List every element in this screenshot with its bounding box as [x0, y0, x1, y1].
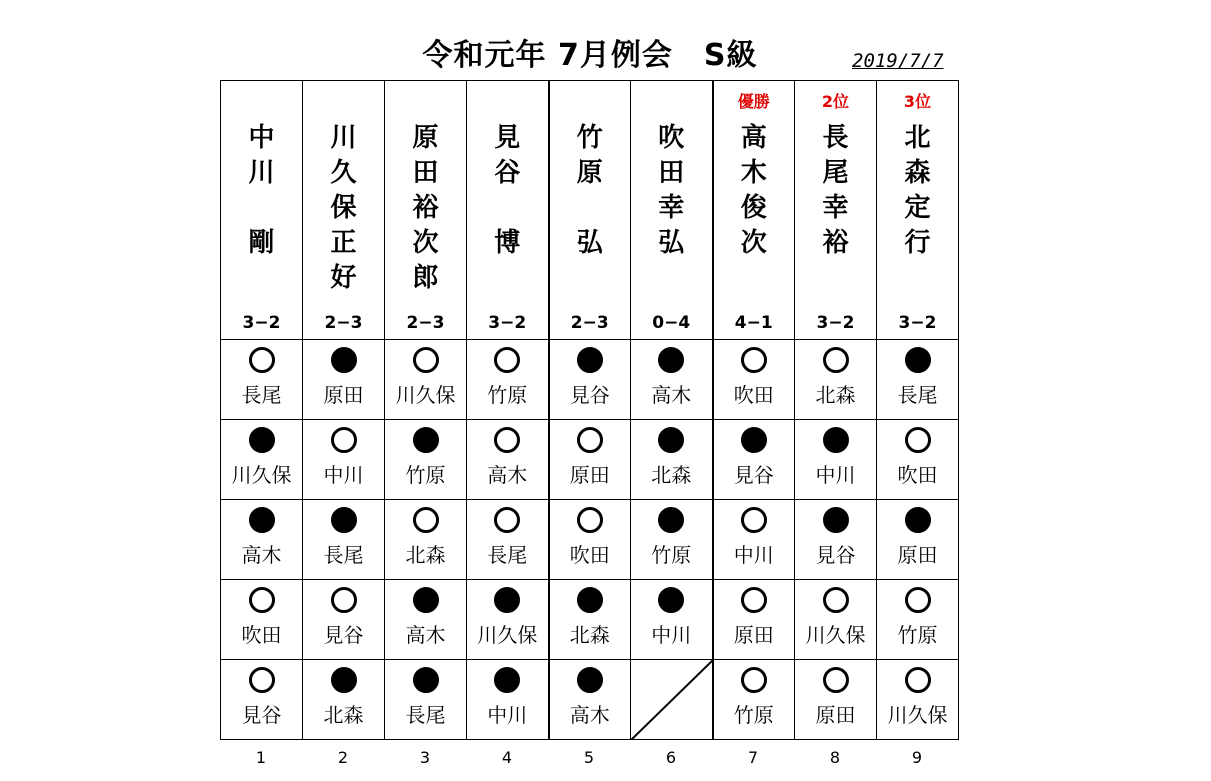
opponent-name: 原田	[897, 543, 938, 567]
opponent-name: 吹田	[733, 383, 774, 407]
column-number: 9	[911, 748, 923, 767]
opponent-name: 竹原	[733, 703, 774, 727]
result-cell	[303, 340, 385, 420]
opponent-name: 長尾	[405, 703, 446, 727]
result-cell	[385, 660, 467, 740]
round-row	[221, 580, 959, 660]
result-cell	[713, 340, 795, 420]
rank-badge	[550, 89, 631, 109]
opponent-name: 川久保	[231, 463, 292, 487]
opponent-name: 中川	[651, 623, 692, 647]
opponent-name: 長尾	[487, 543, 528, 567]
column-number: 8	[829, 748, 841, 767]
result-cell	[795, 580, 877, 660]
player-name-char: 見	[494, 123, 521, 153]
opponent-name: 原田	[569, 463, 610, 487]
opponent-name: 北森	[651, 463, 692, 487]
result-cell	[713, 420, 795, 500]
player-name-char: 原	[576, 158, 603, 188]
round-row	[221, 500, 959, 580]
player-name-char: 保	[330, 193, 357, 223]
win-circle-icon	[413, 347, 439, 373]
player-header	[713, 81, 795, 340]
result-cell	[467, 660, 549, 740]
column-number: 1	[255, 748, 267, 767]
loss-circle-icon	[658, 507, 684, 533]
player-name-char: 弘	[576, 228, 603, 258]
result-cell	[467, 500, 549, 580]
opponent-name: 原田	[323, 383, 364, 407]
loss-circle-icon	[494, 587, 520, 613]
opponent-name: 吹田	[241, 623, 282, 647]
opponent-name: 川久保	[395, 383, 456, 407]
win-loss-record: 3−2	[816, 313, 855, 333]
opponent-name: 原田	[733, 623, 774, 647]
result-cell	[549, 500, 631, 580]
result-cell	[467, 420, 549, 500]
win-loss-record: 2−3	[406, 313, 445, 333]
diagonal-slash	[631, 660, 713, 740]
loss-circle-icon	[741, 427, 767, 453]
win-loss-record: 4−1	[734, 313, 773, 333]
win-circle-icon	[249, 587, 275, 613]
result-cell	[795, 660, 877, 740]
player-name-char: 田	[412, 158, 439, 188]
player-header	[385, 81, 467, 340]
bye-cell	[631, 660, 713, 740]
win-loss-record: 2−3	[570, 313, 609, 333]
player-name-char: 尾	[822, 158, 849, 188]
loss-circle-icon	[577, 587, 603, 613]
result-cell	[713, 580, 795, 660]
opponent-name: 竹原	[487, 383, 528, 407]
player-name	[467, 121, 548, 296]
player-name-char: 谷	[494, 158, 521, 188]
loss-circle-icon	[658, 427, 684, 453]
win-circle-icon	[905, 587, 931, 613]
player-name-char: 定	[904, 193, 931, 223]
result-cell	[467, 340, 549, 420]
column-number: 3	[419, 748, 431, 767]
win-loss-record: 0−4	[652, 313, 691, 333]
win-circle-icon	[741, 667, 767, 693]
page-title: 令和元年 7月例会 S級	[422, 38, 758, 73]
player-name-char: 弘	[658, 228, 685, 258]
player-header	[303, 81, 385, 340]
loss-circle-icon	[658, 347, 684, 373]
opponent-name: 高木	[651, 383, 692, 407]
result-cell	[303, 500, 385, 580]
result-cell	[221, 660, 303, 740]
win-circle-icon	[823, 347, 849, 373]
result-cell	[631, 580, 713, 660]
win-circle-icon	[823, 587, 849, 613]
player-name-char: 吹	[658, 123, 685, 153]
loss-circle-icon	[413, 587, 439, 613]
player-name-char: 久	[330, 158, 357, 188]
result-cell	[877, 500, 959, 580]
rank-badge	[221, 89, 302, 109]
loss-circle-icon	[823, 507, 849, 533]
loss-circle-icon	[413, 667, 439, 693]
result-cell	[385, 500, 467, 580]
player-name-char: 北	[904, 123, 931, 153]
player-name-char: 木	[740, 158, 767, 188]
player-name-char: 行	[904, 228, 931, 258]
column-numbers	[220, 748, 958, 767]
player-name-char: 裕	[822, 228, 849, 258]
win-loss-record: 3−2	[242, 313, 281, 333]
loss-circle-icon	[249, 427, 275, 453]
win-circle-icon	[249, 667, 275, 693]
win-circle-icon	[577, 507, 603, 533]
opponent-name: 北森	[405, 543, 446, 567]
player-name-char: 博	[494, 228, 521, 258]
player-name	[877, 121, 958, 296]
player-name	[385, 121, 466, 296]
player-name-char: 郎	[412, 263, 439, 293]
player-name	[714, 121, 795, 296]
player-header	[221, 81, 303, 340]
column-number: 5	[583, 748, 595, 767]
player-name-char: 竹	[576, 123, 603, 153]
rank-badge: 2位	[821, 92, 850, 111]
result-cell	[303, 420, 385, 500]
player-name-char: 俊	[740, 193, 767, 223]
rank-badge	[303, 89, 384, 109]
opponent-name: 中川	[815, 463, 856, 487]
player-name-char: 正	[330, 228, 357, 258]
rank-badge	[385, 89, 466, 109]
loss-circle-icon	[658, 587, 684, 613]
loss-circle-icon	[249, 507, 275, 533]
player-name	[303, 121, 384, 296]
opponent-name: 北森	[569, 623, 610, 647]
result-cell	[221, 500, 303, 580]
win-circle-icon	[249, 347, 275, 373]
opponent-name: 見谷	[323, 623, 364, 647]
player-name-char: 次	[740, 228, 767, 258]
result-cell	[221, 580, 303, 660]
opponent-name: 北森	[815, 383, 856, 407]
win-circle-icon	[494, 427, 520, 453]
opponent-name: 見谷	[241, 703, 282, 727]
player-name-char: 中	[248, 123, 275, 153]
opponent-name: 中川	[323, 463, 364, 487]
result-cell	[631, 500, 713, 580]
column-number: 7	[747, 748, 759, 767]
opponent-name: 吹田	[897, 463, 938, 487]
player-name	[221, 121, 302, 296]
opponent-name: 吹田	[569, 543, 610, 567]
win-circle-icon	[494, 507, 520, 533]
player-name-char: 田	[658, 158, 685, 188]
opponent-name: 川久保	[887, 703, 948, 727]
win-circle-icon	[741, 507, 767, 533]
win-loss-record: 3−2	[488, 313, 527, 333]
opponent-name: 中川	[733, 543, 774, 567]
result-cell	[713, 500, 795, 580]
loss-circle-icon	[577, 347, 603, 373]
opponent-name: 高木	[569, 703, 610, 727]
opponent-name: 竹原	[405, 463, 446, 487]
player-header	[631, 81, 713, 340]
player-name-char: 川	[248, 158, 275, 188]
win-circle-icon	[905, 427, 931, 453]
opponent-name: 原田	[815, 703, 856, 727]
round-row	[221, 660, 959, 740]
result-cell	[795, 500, 877, 580]
opponent-name: 長尾	[241, 383, 282, 407]
loss-circle-icon	[413, 427, 439, 453]
player-name-char: 幸	[822, 193, 849, 223]
player-header	[467, 81, 549, 340]
result-cell	[713, 660, 795, 740]
win-circle-icon	[741, 587, 767, 613]
win-loss-record: 3−2	[898, 313, 937, 333]
player-header	[877, 81, 959, 340]
column-number: 2	[337, 748, 349, 767]
event-date: 2019/7/7	[852, 50, 944, 72]
opponent-name: 北森	[323, 703, 364, 727]
player-name-char: 剛	[248, 228, 275, 258]
result-cell	[795, 340, 877, 420]
column-number: 6	[665, 748, 677, 767]
result-cell	[795, 420, 877, 500]
result-cell	[549, 340, 631, 420]
win-circle-icon	[741, 347, 767, 373]
player-header-row	[221, 81, 959, 340]
opponent-name: 高木	[487, 463, 528, 487]
opponent-name: 長尾	[323, 543, 364, 567]
player-name	[550, 121, 631, 296]
player-name-char: 原	[412, 123, 439, 153]
rank-badge	[467, 89, 548, 109]
rank-badge	[631, 89, 712, 109]
loss-circle-icon	[577, 667, 603, 693]
win-circle-icon	[494, 347, 520, 373]
opponent-name: 高木	[405, 623, 446, 647]
opponent-name: 見谷	[815, 543, 856, 567]
result-cell	[549, 420, 631, 500]
opponent-name: 川久保	[477, 623, 538, 647]
result-cell	[631, 420, 713, 500]
player-name-char: 裕	[412, 193, 439, 223]
result-cell	[877, 580, 959, 660]
loss-circle-icon	[494, 667, 520, 693]
player-name	[631, 121, 712, 296]
win-circle-icon	[905, 667, 931, 693]
win-circle-icon	[331, 427, 357, 453]
result-cell	[877, 660, 959, 740]
result-cell	[303, 660, 385, 740]
player-header	[795, 81, 877, 340]
opponent-name: 長尾	[897, 383, 938, 407]
results-table	[220, 80, 959, 740]
loss-circle-icon	[823, 427, 849, 453]
opponent-name: 竹原	[651, 543, 692, 567]
loss-circle-icon	[331, 507, 357, 533]
rank-badge: 優勝	[737, 92, 770, 111]
player-name-char: 次	[412, 228, 439, 258]
result-cell	[385, 580, 467, 660]
loss-circle-icon	[331, 667, 357, 693]
result-cell	[631, 340, 713, 420]
result-cell	[303, 580, 385, 660]
player-name-char: 森	[904, 158, 931, 188]
opponent-name: 見谷	[569, 383, 610, 407]
player-header	[549, 81, 631, 340]
result-cell	[549, 660, 631, 740]
loss-circle-icon	[905, 347, 931, 373]
opponent-name: 竹原	[897, 623, 938, 647]
win-circle-icon	[577, 427, 603, 453]
result-cell	[385, 420, 467, 500]
result-cell	[877, 420, 959, 500]
player-name-char: 川	[330, 123, 357, 153]
result-cell	[467, 580, 549, 660]
round-row	[221, 420, 959, 500]
win-circle-icon	[823, 667, 849, 693]
win-loss-record: 2−3	[324, 313, 363, 333]
result-cell	[385, 340, 467, 420]
opponent-name: 見谷	[733, 463, 774, 487]
opponent-name: 川久保	[805, 623, 866, 647]
loss-circle-icon	[331, 347, 357, 373]
result-cell	[221, 340, 303, 420]
opponent-name: 中川	[487, 703, 528, 727]
win-circle-icon	[413, 507, 439, 533]
column-number: 4	[501, 748, 513, 767]
round-row	[221, 340, 959, 420]
result-cell	[221, 420, 303, 500]
result-cell	[549, 580, 631, 660]
player-name-char: 長	[822, 123, 849, 153]
opponent-name: 高木	[241, 543, 282, 567]
player-name-char: 高	[740, 123, 767, 153]
rank-badge: 3位	[903, 92, 932, 111]
player-name	[795, 121, 876, 296]
win-circle-icon	[331, 587, 357, 613]
loss-circle-icon	[905, 507, 931, 533]
player-name-char: 好	[330, 263, 357, 293]
result-cell	[877, 340, 959, 420]
player-name-char: 幸	[658, 193, 685, 223]
